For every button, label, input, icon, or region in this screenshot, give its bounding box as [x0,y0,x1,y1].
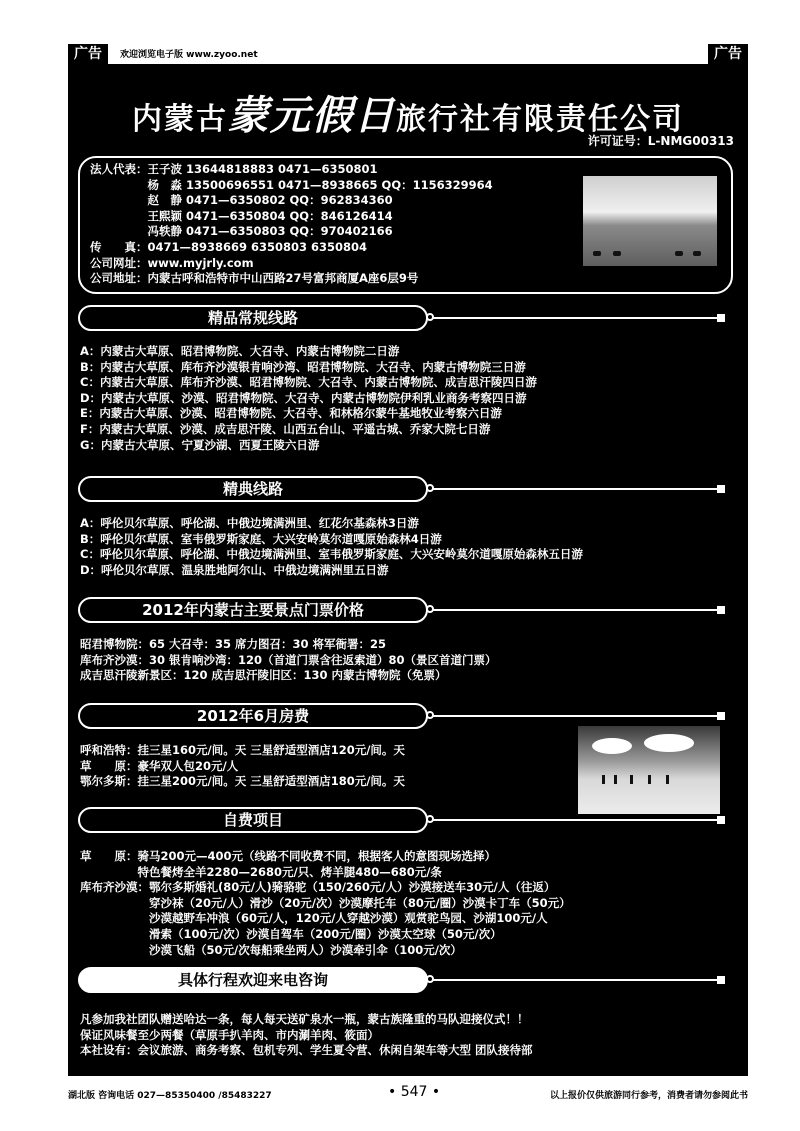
list-item: 沙漠飞船（50元/次每船乘坐两人）沙漠牵引伞（100元/次） [80,942,462,957]
rule-square-icon [717,976,725,984]
cow-shape [675,251,683,256]
cloud-shape [644,734,694,752]
cloud-shape [592,738,632,754]
contact-box [78,156,733,294]
list-item: G：内蒙古大草原、宁夏沙湖、西夏王陵六日游 [80,437,320,452]
ad-panel [68,64,748,1076]
contact-line: 冯轶静 0471—6350803 QQ：970402166 [90,224,393,239]
section-title: 2012年6月房费 [78,703,428,729]
walker-shape [648,775,651,784]
section-title: 2012年内蒙古主要景点门票价格 [78,597,428,623]
list-item: D：内蒙古大草原、沙漠、昭君博物院、大召寺、内蒙古博物院伊利乳业商务考察四日游 [80,390,527,405]
contact-lines [90,162,493,287]
license-number: 许可证号：L-NMG00313 [587,134,734,148]
rule-square-icon [717,606,725,614]
list-item: 昭君博物院：65 大召寺：35 席力图召：30 将军衙署：25 [80,637,387,651]
section-tickets [78,597,733,627]
tickets-list [80,637,497,684]
contact-line: 法人代表：王子波 13644818883 0471—6350801 [90,162,378,176]
site-url[interactable]: 欢迎浏览电子版 www.zyoo.net [120,50,258,60]
page-footer [68,1084,748,1102]
section-consult [78,967,733,997]
extras-list [80,849,571,958]
section-title: 自费项目 [78,807,428,833]
list-item: A：呼伦贝尔草原、呼伦湖、中俄边境满洲里、红花尔基森林3日游 [80,516,419,530]
list-item: C：呼伦贝尔草原、呼伦湖、中俄边境满洲里、室韦俄罗斯家庭、大兴安岭莫尔道嘎原始森林五日游 [80,547,583,562]
section-regular-routes [78,305,733,335]
contact-line[interactable]: 公司网址：www.myjrly.com [90,255,254,270]
desert-photo [578,726,720,814]
rule-square-icon [717,314,725,322]
list-item: 鄂尔多斯：挂三星200元/间。天 三星舒适型酒店180元/间。天 [80,774,405,789]
walker-shape [614,775,617,784]
classic-routes-list [80,516,583,578]
cow-shape [693,251,701,256]
list-item: C：内蒙古大草原、库布齐沙漠、昭君博物院、大召寺、内蒙古博物院、成吉思汗陵四日游 [80,375,537,390]
contact-line: 杨 淼 13500696551 0471—8938665 QQ：1156329964 [90,177,493,192]
list-item: 草 原：骑马200元—400元（线路不同收费不同，根据客人的意图现场选择） [80,849,497,863]
list-item: B：内蒙古大草原、库布齐沙漠银肯响沙湾、昭君博物院、大召寺、内蒙古博物院三日游 [80,359,526,374]
consult-list [80,1012,533,1059]
list-item: D：呼伦贝尔草原、温泉胜地阿尔山、中俄边境满洲里五日游 [80,562,389,577]
section-extras [78,807,733,837]
section-classic-routes [78,476,733,506]
rule-circle-icon [426,975,434,983]
list-item: 特色餐烤全羊2280—2680元/只、烤羊腿480—680元/条 [80,864,442,879]
rooms-list [80,743,405,790]
section-rule [428,979,719,981]
list-item: A：内蒙古大草原、昭君博物院、大召寺、内蒙古博物院二日游 [80,344,400,358]
page-number: • 547 • [388,1084,441,1100]
rule-square-icon [717,816,725,824]
footer-contact: 湖北版 咨询电话 027—85350400 /85483227 [68,1091,272,1101]
section-title: 精典线路 [78,476,428,502]
grassland-photo [583,176,717,266]
company-brand: 蒙元假日 [228,92,396,139]
rule-circle-icon [426,815,434,823]
walker-shape [602,775,605,784]
list-item: 穿沙袜（20元/人）滑沙（20元/次）沙漠摩托车（80元/圈）沙漠卡丁车（50元） [80,895,571,910]
section-rule [428,819,719,821]
list-item: 滑索（100元/次）沙漠自驾车（200元/圈）沙漠太空球（50元/次） [80,926,502,941]
rule-circle-icon [426,711,434,719]
contact-line: 传 真：0471—8938669 6350803 6350804 [90,239,368,254]
list-item: B：呼伦贝尔草原、室韦俄罗斯家庭、大兴安岭莫尔道嘎原始森林4日游 [80,531,442,546]
footer-disclaimer: 以上报价仅供旅游同行参考，消费者请勿参阅此书 [549,1091,748,1101]
section-rule [428,488,719,490]
section-title: 具体行程欢迎来电咨询 [78,967,428,993]
list-item: F：内蒙古大草原、沙漠、成吉思汗陵、山西五台山、平遥古城、乔家大院七日游 [80,421,491,436]
rule-circle-icon [426,313,434,321]
contact-line: 赵 静 0471—6350802 QQ：962834360 [90,193,393,208]
list-item: 凡参加我社团队赠送哈达一条，每人每天送矿泉水一瓶，蒙古族隆重的马队迎接仪式！！ [80,1012,529,1026]
rule-circle-icon [426,484,434,492]
cow-shape [593,251,601,256]
list-item: 沙漠越野车冲浪（60元/人，120元/人穿越沙漠）观赏驼鸟园、沙湖100元/人 [80,911,548,926]
section-title: 精品常规线路 [78,305,428,331]
list-item: 库布齐沙漠：鄂尔多斯婚礼(80元/人)骑骆驼（150/260元/人）沙漠接送车30元/人（往返） [80,880,556,895]
list-item: 保证风味餐至少两餐（草原手扒羊肉、市内涮羊肉、筱面） [80,1027,379,1042]
section-rule [428,609,719,611]
list-item: 草 原：豪华双人包20元/人 [80,758,239,773]
cow-shape [613,251,621,256]
list-item: 库布齐沙漠：30 银肯响沙湾：120（首道门票含往返索道）80（景区首道门票） [80,652,497,667]
regular-routes-list [80,344,537,453]
rule-square-icon [717,485,725,493]
section-rule [428,317,719,319]
list-item: 本社设有：会议旅游、商务考察、包机专列、学生夏令营、休闲自架车等大型 团队接待部 [80,1043,533,1058]
list-item: 成吉思汗陵新景区：120 成吉思汗陵旧区：130 内蒙古博物院（免票） [80,668,447,683]
walker-shape [666,775,669,784]
ad-label-right: 广告 [708,44,748,64]
section-rule [428,715,719,717]
ad-label-left: 广告 [68,44,108,64]
company-prefix: 内蒙古 [132,102,228,137]
contact-line: 王熙颖 0471—6350804 QQ：846126414 [90,208,393,223]
company-suffix: 旅行社有限责任公司 [396,102,684,137]
contact-line: 公司地址：内蒙古呼和浩特市中山西路27号富邦商厦A座6层9号 [90,271,419,286]
rule-circle-icon [426,605,434,613]
list-item: E：内蒙古大草原、沙漠、昭君博物院、大召寺、和林格尔蒙牛基地牧业考察六日游 [80,406,502,421]
walker-shape [630,775,633,784]
list-item: 呼和浩特：挂三星160元/间。天 三星舒适型酒店120元/间。天 [80,743,405,757]
rule-square-icon [717,712,725,720]
